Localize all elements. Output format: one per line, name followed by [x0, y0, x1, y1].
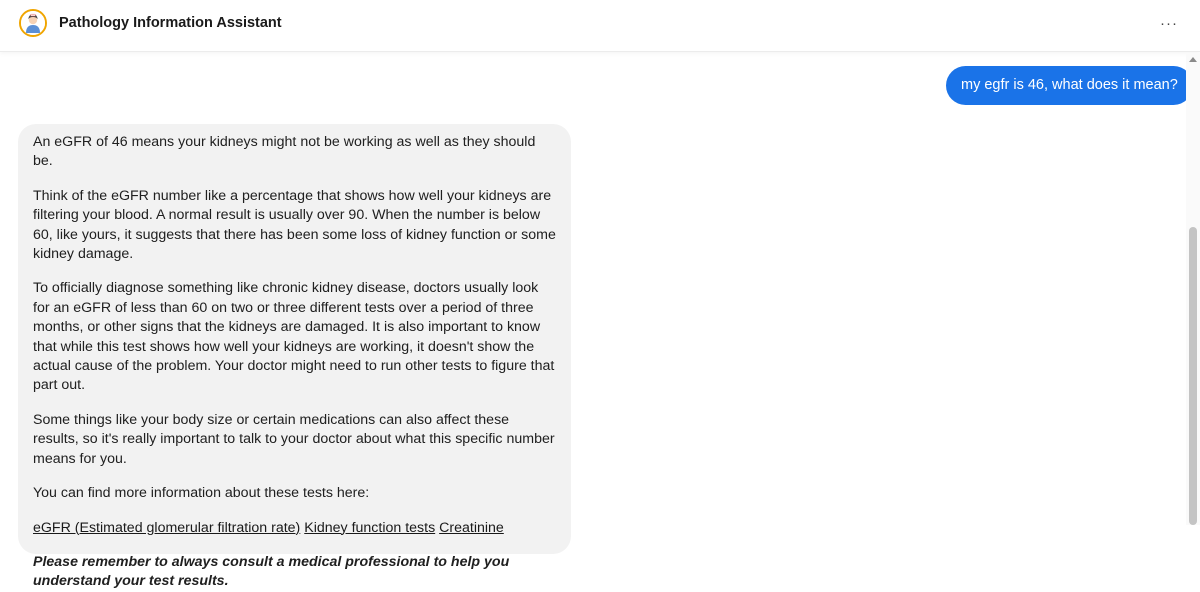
link-kidney-function-tests[interactable]: Kidney function tests	[304, 519, 436, 536]
assistant-paragraph: You can find more information about these tests here:	[33, 485, 370, 502]
scrollbar-thumb[interactable]	[1189, 227, 1197, 525]
assistant-paragraph: An eGFR of 46 means your kidneys might not be working as well as they should be.	[33, 134, 536, 170]
assistant-message-bubble	[18, 124, 571, 590]
link-creatinine[interactable]: Creatinine	[439, 519, 504, 536]
disclaimer-text: Please remember to always consult a medical professional to help you understand your test results.	[33, 553, 510, 590]
chat-area	[0, 53, 1186, 590]
user-message-text: my egfr is 46, what does it mean?	[961, 77, 1178, 93]
more-horizontal-icon: ···	[1160, 14, 1178, 32]
user-message-bubble	[946, 66, 1193, 105]
app-header	[0, 0, 1200, 52]
link-egfr[interactable]: eGFR (Estimated glomerular filtration rate)	[33, 519, 301, 536]
chat-scrollbar[interactable]	[1186, 53, 1200, 525]
assistant-paragraph: Think of the eGFR number like a percentage that shows how well your kidneys are filtering your blood. A normal result is usually over 90. When the number is below 60, like yours, it suggests that there has been some loss of kidney function or some kidney damage.	[33, 187, 556, 263]
assistant-paragraph: To officially diagnose something like chronic kidney disease, doctors usually look for an eGFR of less than 60 on two or three different tests over a period of three months, or other signs that the kidneys are damaged. It is also important to know that while this test shows how well your kidneys are working, it doesn't show the actual cause of the problem. Your doctor might need to run other tests to figure that part out.	[33, 280, 555, 394]
more-options-button[interactable]	[1158, 14, 1180, 32]
app-title: Pathology Information Assistant	[59, 15, 282, 31]
assistant-paragraph: Some things like your body size or certain medications can also affect these results, so it's really important to talk to your doctor about what this specific number means for you.	[33, 411, 555, 467]
nurse-avatar-icon	[19, 9, 47, 37]
info-links	[33, 519, 556, 538]
scroll-up-arrow-icon[interactable]	[1189, 57, 1197, 62]
